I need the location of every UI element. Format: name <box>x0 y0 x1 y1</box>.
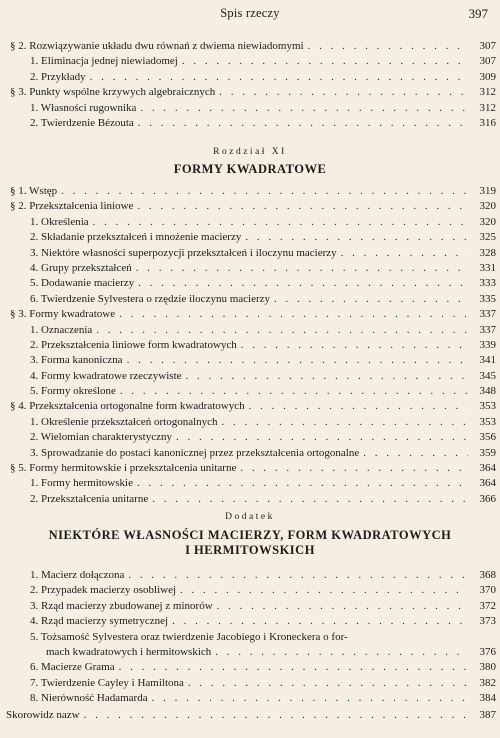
toc-entry-page: 380 <box>479 661 496 674</box>
toc-entry-page: 331 <box>479 261 496 274</box>
toc-entry[interactable] <box>10 630 496 645</box>
toc-entry-label: 5. Formy określone <box>30 385 116 398</box>
toc-entry[interactable] <box>10 70 496 85</box>
toc-entry-label: 3. Sprowadzanie do postaci kanonicznej przez przekształcenia ortogonalne <box>30 446 360 459</box>
dot-leader <box>308 39 468 54</box>
dot-leader <box>341 246 468 261</box>
toc-entry-label: 2. Przypadek macierzy osobliwej <box>30 584 177 597</box>
appendix-title-line2: I HERMITOWSKICH <box>185 543 315 557</box>
chapter-title: FORMY KWADRATOWE <box>173 162 327 176</box>
toc-entry-label: 1. Formy hermitowskie <box>30 477 133 490</box>
toc-entry[interactable] <box>10 614 496 629</box>
toc-entry-page: 348 <box>479 385 496 398</box>
toc-entry[interactable] <box>10 461 496 476</box>
toc-entry-label: 2. Składanie przekształceń i mnożenie macierzy <box>30 231 242 244</box>
toc-entry-label: § 5. Formy hermitowskie i przekształcenia unitarne <box>10 462 237 475</box>
dot-leader <box>215 645 468 660</box>
toc-entry-index[interactable] <box>6 708 496 723</box>
toc-entry-label: 4. Rząd macierzy symetrycznej <box>30 615 169 628</box>
dot-leader <box>152 492 468 507</box>
toc-entry-page: 319 <box>479 185 496 197</box>
toc-section-top <box>10 39 496 131</box>
appendix-label: Dodatek <box>225 512 275 522</box>
toc-entry-label: 1. Oznaczenia <box>30 323 93 336</box>
toc-entry[interactable] <box>10 246 496 261</box>
toc-entry-page: 341 <box>479 354 496 367</box>
toc-section-appendix <box>10 568 496 707</box>
toc-entry-label: § 3. Punkty wspólne krzywych algebraicznych <box>10 86 216 99</box>
header-title: Spis rzeczy <box>220 6 280 20</box>
dot-leader <box>61 184 468 199</box>
toc-entry-page: 376 <box>479 645 496 658</box>
dot-leader <box>93 215 468 230</box>
toc-entry-label: 5. Dodawanie macierzy <box>30 277 135 290</box>
toc-entry-label: 2. Twierdzenie Bézouta <box>30 116 134 129</box>
toc-section-index <box>6 708 496 723</box>
dot-leader <box>217 599 468 614</box>
dot-leader <box>127 353 468 368</box>
toc-entry-page: 307 <box>479 40 496 52</box>
toc-entry[interactable] <box>10 492 496 507</box>
toc-entry[interactable] <box>10 415 496 430</box>
toc-entry-label: 3. Forma kanoniczna <box>30 354 123 367</box>
running-header <box>0 6 500 24</box>
dot-leader <box>119 660 468 675</box>
toc-entry[interactable] <box>10 276 496 291</box>
dot-leader <box>128 568 468 583</box>
toc-entry-label: 5. Tożsamość Sylvestera oraz twierdzenie Jacobiego i Kroneckera o for- <box>30 630 348 643</box>
dot-leader <box>137 476 468 491</box>
toc-entry-page: 345 <box>479 369 496 382</box>
toc-entry[interactable] <box>10 54 496 69</box>
toc-entry[interactable] <box>10 101 496 116</box>
dot-leader <box>138 116 468 131</box>
toc-entry-label: 7. Twierdzenie Cayley i Hamiltona <box>30 676 184 689</box>
dot-leader <box>182 54 468 69</box>
toc-entry-page: 364 <box>479 462 496 475</box>
toc-entry-page: 312 <box>479 86 496 99</box>
toc-entry-label: 1. Macierz dołączona <box>30 569 125 581</box>
toc-entry-label: 4. Formy kwadratowe rzeczywiste <box>30 369 182 382</box>
toc-entry[interactable] <box>10 430 496 445</box>
toc-entry[interactable] <box>10 568 496 583</box>
toc-entry-label: § 1. Wstęp <box>10 185 58 197</box>
toc-entry-page: 333 <box>479 277 496 290</box>
toc-entry-page: 339 <box>479 338 496 351</box>
toc-entry-page: 337 <box>479 308 496 321</box>
toc-entry-page: 356 <box>479 431 496 444</box>
toc-entry[interactable] <box>10 660 496 675</box>
toc-entry-label: 2. Przekształcenia unitarne <box>30 492 149 505</box>
toc-entry[interactable] <box>10 645 496 660</box>
dot-leader <box>249 399 468 414</box>
toc-entry[interactable] <box>10 184 496 199</box>
dot-leader <box>119 307 468 322</box>
toc-entry-page: 382 <box>479 676 496 689</box>
toc-entry-label: 1. Określenia <box>30 215 89 228</box>
dot-leader <box>186 369 468 384</box>
toc-entry-page: 320 <box>479 215 496 228</box>
toc-entry[interactable] <box>10 261 496 276</box>
toc-entry[interactable] <box>10 338 496 353</box>
toc-entry-page: 359 <box>479 446 496 459</box>
dot-leader <box>274 292 468 307</box>
toc-entry-page: 316 <box>479 116 496 129</box>
toc-entry-label: 1. Eliminacja jednej niewiadomej <box>30 55 178 68</box>
toc-entry[interactable] <box>10 292 496 307</box>
toc-entry-label: 1. Własności rugownika <box>30 101 137 114</box>
toc-entry-label: mach kwadratowych i hermitowskich <box>46 645 212 658</box>
toc-entry-label: 3. Rząd macierzy zbudowanej z minorów <box>30 599 213 612</box>
toc-entry[interactable] <box>10 215 496 230</box>
toc-entry-page: 353 <box>479 400 496 413</box>
toc-entry-label: 8. Nierówność Hadamarda <box>30 692 148 705</box>
toc-entry-label: 4. Grupy przekształceń <box>30 261 132 274</box>
toc-entry-label: 1. Określenie przekształceń ortogonalnych <box>30 415 218 428</box>
toc-entry-label: 2. Przykłady <box>30 70 86 83</box>
dot-leader <box>176 430 468 445</box>
dot-leader <box>152 691 468 706</box>
dot-leader <box>96 323 468 338</box>
toc-entry-page: 335 <box>479 292 496 305</box>
toc-entry[interactable] <box>10 476 496 491</box>
dot-leader <box>180 583 468 598</box>
toc-entry[interactable] <box>10 691 496 706</box>
toc-entry-label: 6. Macierze Grama <box>30 661 115 674</box>
dot-leader <box>136 261 468 276</box>
toc-entry-page: 307 <box>479 55 496 68</box>
toc-entry[interactable] <box>10 307 496 322</box>
toc-entry-page: 337 <box>479 323 496 336</box>
dot-leader <box>140 101 468 116</box>
toc-entry-label: § 2. Rozwiązywanie układu dwu równań z dwiema niewiadomymi <box>10 40 304 52</box>
dot-leader <box>241 338 468 353</box>
toc-entry[interactable] <box>10 323 496 338</box>
dot-leader <box>245 230 468 245</box>
toc-entry-page: 366 <box>479 492 496 505</box>
toc-entry-label: § 4. Przekształcenia ortogonalne form kwadratowych <box>10 400 245 413</box>
toc-entry-page: 320 <box>479 200 496 213</box>
toc-entry-label: 6. Twierdzenie Sylvestera o rzędzie iloczynu macierzy <box>30 292 271 305</box>
dot-leader <box>90 70 468 85</box>
toc-entry-page: 368 <box>479 569 496 581</box>
toc-entry[interactable] <box>10 230 496 245</box>
toc-entry[interactable] <box>10 116 496 131</box>
toc-entry[interactable] <box>10 384 496 399</box>
toc-entry-page: 384 <box>479 692 496 705</box>
toc-entry-label: 3. Niektóre własności superpozycji przekształceń i iloczynu macierzy <box>30 246 337 259</box>
dot-leader <box>138 276 468 291</box>
toc-entry[interactable] <box>10 199 496 214</box>
dot-leader <box>188 676 468 691</box>
toc-entry-page: 370 <box>479 584 496 597</box>
dot-leader <box>137 199 468 214</box>
dot-leader <box>363 446 468 461</box>
toc-entry[interactable] <box>10 599 496 614</box>
toc-entry[interactable] <box>10 583 496 598</box>
toc-entry-page: 373 <box>479 615 496 628</box>
toc-entry[interactable] <box>10 676 496 691</box>
toc-entry[interactable] <box>10 39 496 54</box>
dot-leader <box>172 614 468 629</box>
chapter-label: Rozdział XI <box>213 147 287 157</box>
toc-entry-label: § 3. Formy kwadratowe <box>10 308 116 321</box>
dot-leader <box>240 461 468 476</box>
toc-entry[interactable] <box>10 446 496 461</box>
toc-entry-label: 2. Wielomian charakterystyczny <box>30 431 172 444</box>
toc-entry-page: 372 <box>479 599 496 612</box>
dot-leader <box>120 384 468 399</box>
toc-entry-page: 309 <box>479 70 496 83</box>
toc-entry-label: Skorowidz nazw <box>6 709 80 721</box>
toc-entry[interactable] <box>10 399 496 414</box>
toc-entry[interactable] <box>10 369 496 384</box>
toc-entry-page: 387 <box>479 709 496 721</box>
appendix-title-line1: NIEKTÓRE WŁASNOŚCI MACIERZY, FORM KWADRATOWYCH <box>48 528 452 542</box>
toc-entry[interactable] <box>10 353 496 368</box>
toc-entry-page: 325 <box>479 231 496 244</box>
header-page-number: 397 <box>468 6 488 21</box>
toc-section-chapter-xi <box>10 184 496 507</box>
dot-leader <box>84 708 468 723</box>
toc-entry-page: 328 <box>479 246 496 259</box>
dot-leader <box>222 415 468 430</box>
toc-entry-page: 364 <box>479 477 496 490</box>
toc-entry-label: 2. Przekształcenia liniowe form kwadratowych <box>30 338 237 351</box>
toc-entry-label: § 2. Przekształcenia liniowe <box>10 200 134 213</box>
toc-entry-page: 353 <box>479 415 496 428</box>
toc-entry[interactable] <box>10 85 496 100</box>
dot-leader <box>219 85 468 100</box>
toc-entry-page: 312 <box>479 101 496 114</box>
